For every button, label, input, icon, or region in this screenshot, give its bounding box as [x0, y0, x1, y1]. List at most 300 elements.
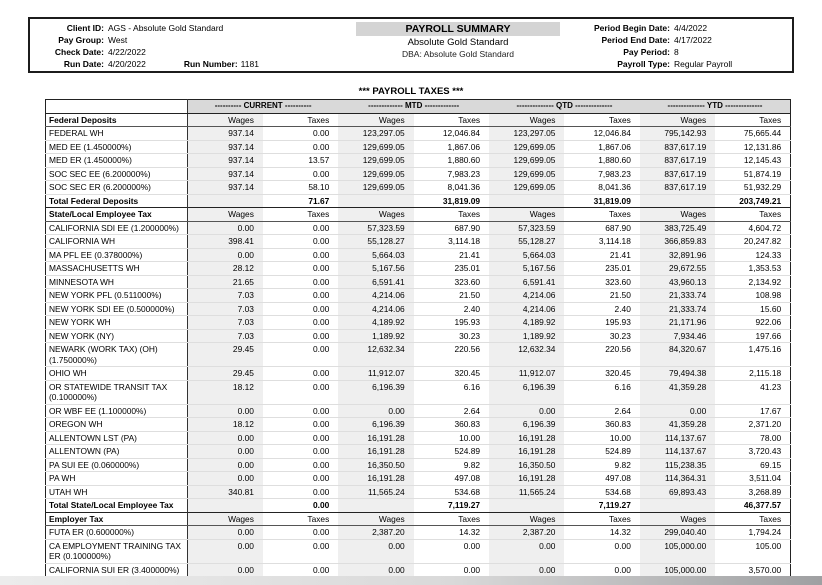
section-header-row [46, 113, 791, 127]
wages-value: 16,191.28 [338, 472, 413, 486]
payroll-taxes-table [45, 99, 791, 577]
tax-name: MA PFL EE (0.378000%) [46, 248, 188, 262]
taxes-value: 2.40 [414, 302, 489, 316]
mtd-group-header: ------------- MTD ------------- [338, 100, 489, 114]
taxes-value: 14.32 [564, 526, 639, 540]
wages-value: 0.00 [338, 539, 413, 563]
total-taxes-value: 31,819.09 [414, 194, 489, 208]
wages-value: 0.00 [640, 404, 715, 418]
taxes-value: 687.90 [414, 221, 489, 235]
wages-value: 7.03 [188, 302, 263, 316]
taxes-subheader: Taxes [263, 512, 338, 526]
wages-value: 21,333.74 [640, 289, 715, 303]
check-date-value: 4/22/2022 [108, 47, 146, 57]
table-row [46, 458, 791, 472]
wages-value: 4,214.06 [338, 302, 413, 316]
wages-value: 5,167.56 [489, 262, 564, 276]
taxes-value: 0.00 [263, 485, 338, 499]
wages-value: 0.00 [188, 445, 263, 459]
taxes-value: 3,511.04 [715, 472, 790, 486]
wages-value: 57,323.59 [338, 221, 413, 235]
wages-value: 129,699.05 [338, 154, 413, 168]
taxes-value: 0.00 [263, 127, 338, 141]
wages-value: 6,196.39 [489, 380, 564, 404]
taxes-value: 3,114.18 [564, 235, 639, 249]
tax-name: OR STATEWIDE TRANSIT TAX (0.100000%) [46, 380, 188, 404]
table-row [46, 154, 791, 168]
total-wages-empty [489, 499, 564, 513]
wages-value: 123,297.05 [489, 127, 564, 141]
company-dba: DBA: Absolute Gold Standard [402, 49, 514, 59]
wages-value: 32,891.96 [640, 248, 715, 262]
wages-value: 18.12 [188, 380, 263, 404]
table-row [46, 367, 791, 381]
total-wages-empty [640, 194, 715, 208]
total-taxes-value: 7,119.27 [414, 499, 489, 513]
total-label: Total State/Local Employee Tax [46, 499, 188, 513]
wages-value: 4,189.92 [489, 316, 564, 330]
wages-subheader: Wages [338, 113, 413, 127]
taxes-value: 2,371.20 [715, 418, 790, 432]
wages-value: 937.14 [188, 167, 263, 181]
taxes-value: 524.89 [564, 445, 639, 459]
taxes-subheader: Taxes [715, 208, 790, 222]
wages-subheader: Wages [489, 512, 564, 526]
wages-value: 12,632.34 [489, 343, 564, 367]
group-header-spacer [46, 100, 188, 114]
tax-name: ALLENTOWN (PA) [46, 445, 188, 459]
wages-value: 11,565.24 [489, 485, 564, 499]
wages-subheader: Wages [338, 208, 413, 222]
header-right-fields [562, 22, 788, 69]
check-date-field [34, 46, 354, 58]
taxes-value: 15.60 [715, 302, 790, 316]
taxes-value: 1,880.60 [564, 154, 639, 168]
tax-name: SOC SEC EE (6.200000%) [46, 167, 188, 181]
taxes-value: 0.00 [564, 563, 639, 577]
wages-value: 937.14 [188, 154, 263, 168]
tax-name: NEW YORK PFL (0.511000%) [46, 289, 188, 303]
taxes-value: 0.00 [263, 472, 338, 486]
wages-value: 837,617.19 [640, 154, 715, 168]
taxes-value: 0.00 [263, 458, 338, 472]
taxes-value: 0.00 [414, 563, 489, 577]
taxes-value: 12,046.84 [414, 127, 489, 141]
wages-subheader: Wages [338, 512, 413, 526]
taxes-value: 220.56 [414, 343, 489, 367]
wages-value: 114,364.31 [640, 472, 715, 486]
wages-value: 5,664.03 [489, 248, 564, 262]
taxes-value: 0.00 [263, 140, 338, 154]
taxes-value: 0.00 [564, 539, 639, 563]
taxes-value: 0.00 [263, 404, 338, 418]
wages-value: 129,699.05 [489, 154, 564, 168]
wages-value: 21,333.74 [640, 302, 715, 316]
wages-value: 398.41 [188, 235, 263, 249]
taxes-subheader: Taxes [414, 113, 489, 127]
wages-value: 0.00 [188, 221, 263, 235]
wages-value: 129,699.05 [489, 181, 564, 195]
wages-value: 4,214.06 [338, 289, 413, 303]
taxes-value: 4,604.72 [715, 221, 790, 235]
total-wages-empty [188, 194, 263, 208]
table-row [46, 248, 791, 262]
table-row [46, 127, 791, 141]
tax-name: UTAH WH [46, 485, 188, 499]
tax-name: ALLENTOWN LST (PA) [46, 431, 188, 445]
taxes-value: 1,867.06 [564, 140, 639, 154]
pay-group-label: Pay Group: [58, 35, 104, 45]
taxes-value: 0.00 [263, 167, 338, 181]
taxes-value: 195.93 [564, 316, 639, 330]
total-taxes-value: 7,119.27 [564, 499, 639, 513]
taxes-value: 0.00 [263, 539, 338, 563]
wages-value: 0.00 [489, 404, 564, 418]
period-group-header-row [46, 100, 791, 114]
taxes-value: 0.00 [263, 431, 338, 445]
tax-name: NEW YORK WH [46, 316, 188, 330]
wages-value: 937.14 [188, 140, 263, 154]
period-begin-field [562, 22, 788, 34]
wages-value: 55,128.27 [489, 235, 564, 249]
taxes-value: 0.00 [263, 275, 338, 289]
taxes-value: 1,880.60 [414, 154, 489, 168]
taxes-value: 21.50 [564, 289, 639, 303]
run-date-value: 4/20/2022 [108, 59, 146, 69]
wages-value: 105,000.00 [640, 539, 715, 563]
table-row [46, 445, 791, 459]
taxes-value: 1,475.16 [715, 343, 790, 367]
taxes-value: 0.00 [263, 445, 338, 459]
taxes-subheader: Taxes [715, 113, 790, 127]
qtd-group-header: -------------- QTD -------------- [489, 100, 640, 114]
table-row [46, 431, 791, 445]
table-row [46, 275, 791, 289]
wages-value: 16,191.28 [338, 445, 413, 459]
total-taxes-value: 71.67 [263, 194, 338, 208]
pay-period-value: 8 [674, 47, 679, 57]
wages-value: 4,214.06 [489, 289, 564, 303]
wages-value: 21,171.96 [640, 316, 715, 330]
section-name: State/Local Employee Tax [46, 208, 188, 222]
taxes-value: 235.01 [564, 262, 639, 276]
wages-value: 0.00 [489, 563, 564, 577]
tax-name: CALIFORNIA WH [46, 235, 188, 249]
taxes-value: 20,247.82 [715, 235, 790, 249]
wages-subheader: Wages [489, 113, 564, 127]
taxes-value: 7,983.23 [414, 167, 489, 181]
taxes-value: 9.82 [414, 458, 489, 472]
total-wages-empty [489, 194, 564, 208]
taxes-value: 320.45 [414, 367, 489, 381]
period-end-value: 4/17/2022 [674, 35, 712, 45]
taxes-value: 0.00 [263, 221, 338, 235]
period-end-label: Period End Date: [601, 35, 670, 45]
table-row [46, 221, 791, 235]
wages-value: 0.00 [188, 563, 263, 577]
wages-value: 129,699.05 [338, 181, 413, 195]
period-begin-value: 4/4/2022 [674, 23, 708, 33]
wages-value: 837,617.19 [640, 140, 715, 154]
section-name: Federal Deposits [46, 113, 188, 127]
wages-value: 6,591.41 [338, 275, 413, 289]
section-total-row [46, 194, 791, 208]
wages-value: 129,699.05 [489, 140, 564, 154]
wages-value: 16,191.28 [489, 445, 564, 459]
wages-value: 7.03 [188, 316, 263, 330]
taxes-value: 0.00 [263, 380, 338, 404]
section-name: Employer Tax [46, 512, 188, 526]
table-row [46, 404, 791, 418]
taxes-value: 197.66 [715, 329, 790, 343]
taxes-value: 922.06 [715, 316, 790, 330]
pay-period-field [562, 46, 788, 58]
wages-value: 69,893.43 [640, 485, 715, 499]
wages-subheader: Wages [640, 113, 715, 127]
payroll-type-label: Payroll Type: [617, 59, 670, 69]
period-end-field [562, 34, 788, 46]
wages-value: 16,191.28 [489, 472, 564, 486]
taxes-subheader: Taxes [414, 512, 489, 526]
taxes-value: 360.83 [564, 418, 639, 432]
client-id-value: AGS - Absolute Gold Standard [108, 23, 224, 33]
wages-value: 383,725.49 [640, 221, 715, 235]
tax-name: CALIFORNIA SDI EE (1.200000%) [46, 221, 188, 235]
taxes-value: 0.00 [263, 289, 338, 303]
taxes-value: 12,046.84 [564, 127, 639, 141]
wages-subheader: Wages [489, 208, 564, 222]
taxes-value: 0.00 [263, 526, 338, 540]
tax-name: NEWARK (WORK TAX) (OH) (1.750000%) [46, 343, 188, 367]
taxes-value: 9.82 [564, 458, 639, 472]
wages-value: 11,565.24 [338, 485, 413, 499]
wages-value: 1,189.92 [338, 329, 413, 343]
wages-value: 0.00 [489, 539, 564, 563]
taxes-subheader: Taxes [564, 512, 639, 526]
wages-subheader: Wages [188, 113, 263, 127]
wages-value: 29.45 [188, 343, 263, 367]
wages-value: 0.00 [338, 404, 413, 418]
table-row [46, 539, 791, 563]
report-header-box [28, 17, 794, 73]
taxes-value: 41.23 [715, 380, 790, 404]
taxes-value: 0.00 [263, 248, 338, 262]
wages-value: 4,189.92 [338, 316, 413, 330]
taxes-value: 0.00 [263, 262, 338, 276]
table-row [46, 302, 791, 316]
taxes-value: 3,114.18 [414, 235, 489, 249]
total-taxes-value: 31,819.09 [564, 194, 639, 208]
wages-value: 57,323.59 [489, 221, 564, 235]
taxes-value: 497.08 [414, 472, 489, 486]
total-wages-empty [640, 499, 715, 513]
tax-name: OREGON WH [46, 418, 188, 432]
taxes-value: 1,353.53 [715, 262, 790, 276]
wages-value: 0.00 [188, 431, 263, 445]
wages-value: 6,196.39 [338, 380, 413, 404]
taxes-subheader: Taxes [564, 208, 639, 222]
tax-name: FUTA ER (0.600000%) [46, 526, 188, 540]
page-bottom-shadow [0, 576, 822, 585]
taxes-value: 0.00 [263, 418, 338, 432]
taxes-value: 10.00 [564, 431, 639, 445]
tax-name: NEW YORK SDI EE (0.500000%) [46, 302, 188, 316]
wages-value: 4,214.06 [489, 302, 564, 316]
wages-value: 16,350.50 [338, 458, 413, 472]
taxes-value: 1,794.24 [715, 526, 790, 540]
total-taxes-value: 46,377.57 [715, 499, 790, 513]
wages-value: 2,387.20 [338, 526, 413, 540]
taxes-value: 497.08 [564, 472, 639, 486]
run-number-field [184, 58, 259, 70]
run-date-label: Run Date: [63, 59, 104, 69]
tax-name: FEDERAL WH [46, 127, 188, 141]
taxes-value: 12,131.86 [715, 140, 790, 154]
run-number-value: 1181 [240, 59, 259, 69]
tax-name: MASSACHUSETTS WH [46, 262, 188, 276]
total-wages-empty [338, 499, 413, 513]
wages-value: 0.00 [188, 526, 263, 540]
tax-name: OR WBF EE (1.100000%) [46, 404, 188, 418]
taxes-value: 0.00 [263, 316, 338, 330]
taxes-value: 51,874.19 [715, 167, 790, 181]
taxes-value: 12,145.43 [715, 154, 790, 168]
wages-subheader: Wages [188, 208, 263, 222]
tax-name: PA SUI EE (0.060000%) [46, 458, 188, 472]
taxes-subheader: Taxes [263, 113, 338, 127]
section-header-row [46, 208, 791, 222]
table-row [46, 526, 791, 540]
run-date-field [34, 58, 354, 70]
taxes-value: 534.68 [564, 485, 639, 499]
taxes-subheader: Taxes [564, 113, 639, 127]
table-row [46, 167, 791, 181]
wages-value: 6,591.41 [489, 275, 564, 289]
wages-value: 41,359.28 [640, 380, 715, 404]
taxes-value: 13.57 [263, 154, 338, 168]
wages-value: 0.00 [338, 563, 413, 577]
wages-value: 114,137.67 [640, 431, 715, 445]
taxes-value: 2.64 [414, 404, 489, 418]
taxes-value: 0.00 [263, 235, 338, 249]
wages-value: 7,934.46 [640, 329, 715, 343]
report-title: PAYROLL SUMMARY [356, 22, 560, 36]
payroll-type-value: Regular Payroll [674, 59, 733, 69]
taxes-value: 1,867.06 [414, 140, 489, 154]
wages-value: 11,912.07 [338, 367, 413, 381]
total-wages-empty [338, 194, 413, 208]
wages-value: 366,859.83 [640, 235, 715, 249]
tax-name: MINNESOTA WH [46, 275, 188, 289]
taxes-value: 78.00 [715, 431, 790, 445]
taxes-value: 0.00 [263, 329, 338, 343]
taxes-value: 323.60 [414, 275, 489, 289]
wages-value: 29.45 [188, 367, 263, 381]
table-row [46, 289, 791, 303]
wages-value: 837,617.19 [640, 181, 715, 195]
taxes-value: 75,665.44 [715, 127, 790, 141]
wages-value: 5,664.03 [338, 248, 413, 262]
table-row [46, 140, 791, 154]
wages-value: 41,359.28 [640, 418, 715, 432]
taxes-value: 2,115.18 [715, 367, 790, 381]
section-header-row [46, 512, 791, 526]
table-row [46, 380, 791, 404]
taxes-value: 21.50 [414, 289, 489, 303]
wages-value: 18.12 [188, 418, 263, 432]
company-name: Absolute Gold Standard [407, 37, 509, 48]
taxes-value: 235.01 [414, 262, 489, 276]
taxes-subheader: Taxes [715, 512, 790, 526]
tax-name: OHIO WH [46, 367, 188, 381]
tax-name: CA EMPLOYMENT TRAINING TAX ER (0.100000%) [46, 539, 188, 563]
tax-name: MED ER (1.450000%) [46, 154, 188, 168]
taxes-value: 30.23 [414, 329, 489, 343]
pay-period-label: Pay Period: [623, 47, 670, 57]
taxes-value: 0.00 [263, 302, 338, 316]
taxes-value: 108.98 [715, 289, 790, 303]
tax-name: MED EE (1.450000%) [46, 140, 188, 154]
wages-value: 837,617.19 [640, 167, 715, 181]
wages-value: 7.03 [188, 289, 263, 303]
taxes-value: 21.41 [564, 248, 639, 262]
wages-value: 16,191.28 [338, 431, 413, 445]
pay-group-value: West [108, 35, 128, 45]
tax-name: CALIFORNIA SUI ER (3.400000%) [46, 563, 188, 577]
table-row [46, 472, 791, 486]
wages-value: 55,128.27 [338, 235, 413, 249]
total-taxes-value: 0.00 [263, 499, 338, 513]
total-wages-empty [188, 499, 263, 513]
wages-subheader: Wages [640, 512, 715, 526]
wages-value: 16,191.28 [489, 431, 564, 445]
taxes-value: 320.45 [564, 367, 639, 381]
taxes-value: 2.40 [564, 302, 639, 316]
wages-value: 115,238.35 [640, 458, 715, 472]
client-id-field [34, 22, 354, 34]
table-row [46, 262, 791, 276]
taxes-value: 3,720.43 [715, 445, 790, 459]
taxes-value: 534.68 [414, 485, 489, 499]
ytd-group-header: -------------- YTD -------------- [640, 100, 791, 114]
wages-value: 0.00 [188, 248, 263, 262]
total-label: Total Federal Deposits [46, 194, 188, 208]
taxes-value: 2,134.92 [715, 275, 790, 289]
wages-value: 0.00 [188, 404, 263, 418]
wages-value: 105,000.00 [640, 563, 715, 577]
wages-value: 123,297.05 [338, 127, 413, 141]
check-date-label: Check Date: [54, 47, 104, 57]
wages-value: 5,167.56 [338, 262, 413, 276]
payroll-type-field [562, 58, 788, 70]
client-id-label: Client ID: [66, 23, 104, 33]
taxes-value: 6.16 [414, 380, 489, 404]
wages-value: 11,912.07 [489, 367, 564, 381]
payroll-taxes-title: *** PAYROLL TAXES *** [358, 86, 464, 97]
taxes-value: 0.00 [263, 343, 338, 367]
taxes-value: 124.33 [715, 248, 790, 262]
wages-value: 43,960.13 [640, 275, 715, 289]
taxes-value: 195.93 [414, 316, 489, 330]
wages-subheader: Wages [188, 512, 263, 526]
taxes-value: 14.32 [414, 526, 489, 540]
total-taxes-value: 203,749.21 [715, 194, 790, 208]
table-row [46, 343, 791, 367]
taxes-value: 21.41 [414, 248, 489, 262]
wages-value: 6,196.39 [489, 418, 564, 432]
taxes-value: 220.56 [564, 343, 639, 367]
header-center [354, 22, 562, 69]
